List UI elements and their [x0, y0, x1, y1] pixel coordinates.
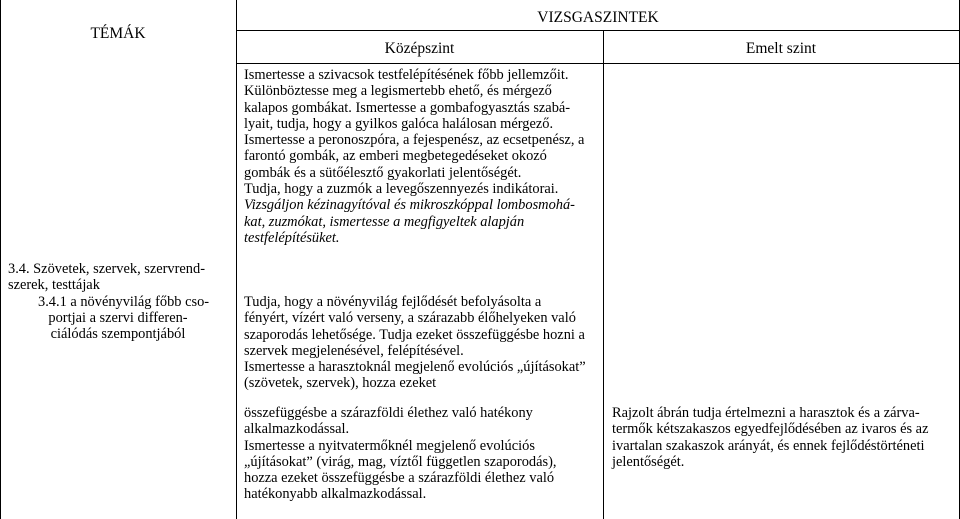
- topic-line: ciálódás szempontjából: [50, 326, 186, 343]
- table-border-left: [0, 0, 1, 519]
- subheader-row-divider: [236, 63, 960, 64]
- requirement-line: farontó gombák, az emberi megbetegedéseket okozó: [244, 148, 547, 165]
- column-divider-2: [603, 30, 604, 519]
- requirement-line: kalapos gombákat. Ismertesse a gombafogyasztás szabá-: [244, 99, 571, 116]
- requirement-line: Tudja, hogy a növényvilág fejlődését befolyásolta a: [244, 294, 542, 310]
- requirement-line: Különböztesse meg a legismertebb ehető, és mérgező: [244, 83, 552, 100]
- requirement-line: lyait, tudja, hogy a gyilkos galóca halálosan mérgező.: [244, 115, 554, 132]
- requirement-line: Rajzolt ábrán tudja értelmezni a harasztok és a zárva-: [612, 405, 920, 421]
- requirement-line: összefüggésbe a szárazföldi élethez való hatékony: [244, 405, 533, 421]
- topic-line: 3.4. Szövetek, szervek, szervrend-: [8, 261, 205, 277]
- header-row-divider: [236, 30, 960, 31]
- practical-task-line: testfelépítésüket.: [244, 229, 340, 246]
- requirement-line: szaporodás lehetősége. Tudja ezeket összefüggésbe hozni a: [244, 326, 585, 343]
- requirement-line: gombák és a sütőélesztő gyakorlati jelentőségét.: [244, 164, 522, 181]
- requirement-line: (szövetek, szervek), hozza ezeket: [244, 375, 437, 392]
- requirement-line: ivartalan szakaszok arányát, és ennek fejlődéstörténeti: [612, 437, 925, 454]
- requirement-line: termők kétszakaszos egyedfejlődésében az ivaros és az: [612, 421, 929, 438]
- topic-line: portjai a szervi differen-: [48, 309, 188, 326]
- advanced-block-life-cycle: [612, 405, 957, 470]
- requirement-line: hozza ezeket összefüggésbe a szárazföldi élethez való: [244, 470, 555, 487]
- topic-line: szerek, testtájak: [8, 277, 100, 294]
- requirement-line: Ismertesse a szivacsok testfelépítésének főbb jellemzőit.: [244, 67, 569, 83]
- requirement-line: hatékonyabb alkalmazkodással.: [244, 486, 427, 503]
- intermediate-block-plant-evolution: [244, 294, 600, 392]
- practical-task-line: Vizsgáljon kézinagyítóval és mikroszkóppal lombosmohá-: [244, 197, 575, 214]
- intermediate-block-gymnosperms: [244, 405, 600, 503]
- requirement-line: Ismertesse a nyitvatermőknél megjelenő evolúciós: [244, 437, 535, 454]
- exam-requirements-header: VIZSGASZINTEK: [537, 9, 659, 26]
- advanced-level-header: Emelt szint: [745, 40, 817, 57]
- requirement-line: Ismertesse a peronoszpóra, a fejespenész, az ecsetpenész, a: [244, 132, 585, 149]
- topics-header: TÉMÁK: [90, 25, 146, 42]
- column-divider-1: [236, 0, 237, 519]
- requirement-line: jelentőségét.: [612, 453, 685, 470]
- requirement-line: fényért, vízért való verseny, a szárazabb élőhelyeken való: [244, 310, 576, 327]
- requirement-line: alkalmazkodással.: [244, 421, 350, 438]
- requirement-line: Tudja, hogy a zuzmók a levegőszennyezés indikátorai.: [244, 181, 559, 198]
- intermediate-level-header: Középszint: [384, 40, 455, 57]
- requirement-line: Ismertesse a harasztoknál megjelenő evolúciós „újításokat”: [244, 359, 586, 376]
- requirement-line: szervek megjelenésével, felépítésével.: [244, 342, 464, 359]
- requirement-line: „újításokat” (virág, mag, víztől független szaporodás),: [244, 453, 557, 470]
- practical-task-line: kat, zuzmókat, ismertesse a megfigyeltek alapján: [244, 213, 525, 230]
- topic-cell: [0, 261, 236, 342]
- intermediate-block-fungi: [244, 67, 600, 246]
- topic-line: 3.4.1 a növényvilág főbb cso-: [38, 293, 210, 310]
